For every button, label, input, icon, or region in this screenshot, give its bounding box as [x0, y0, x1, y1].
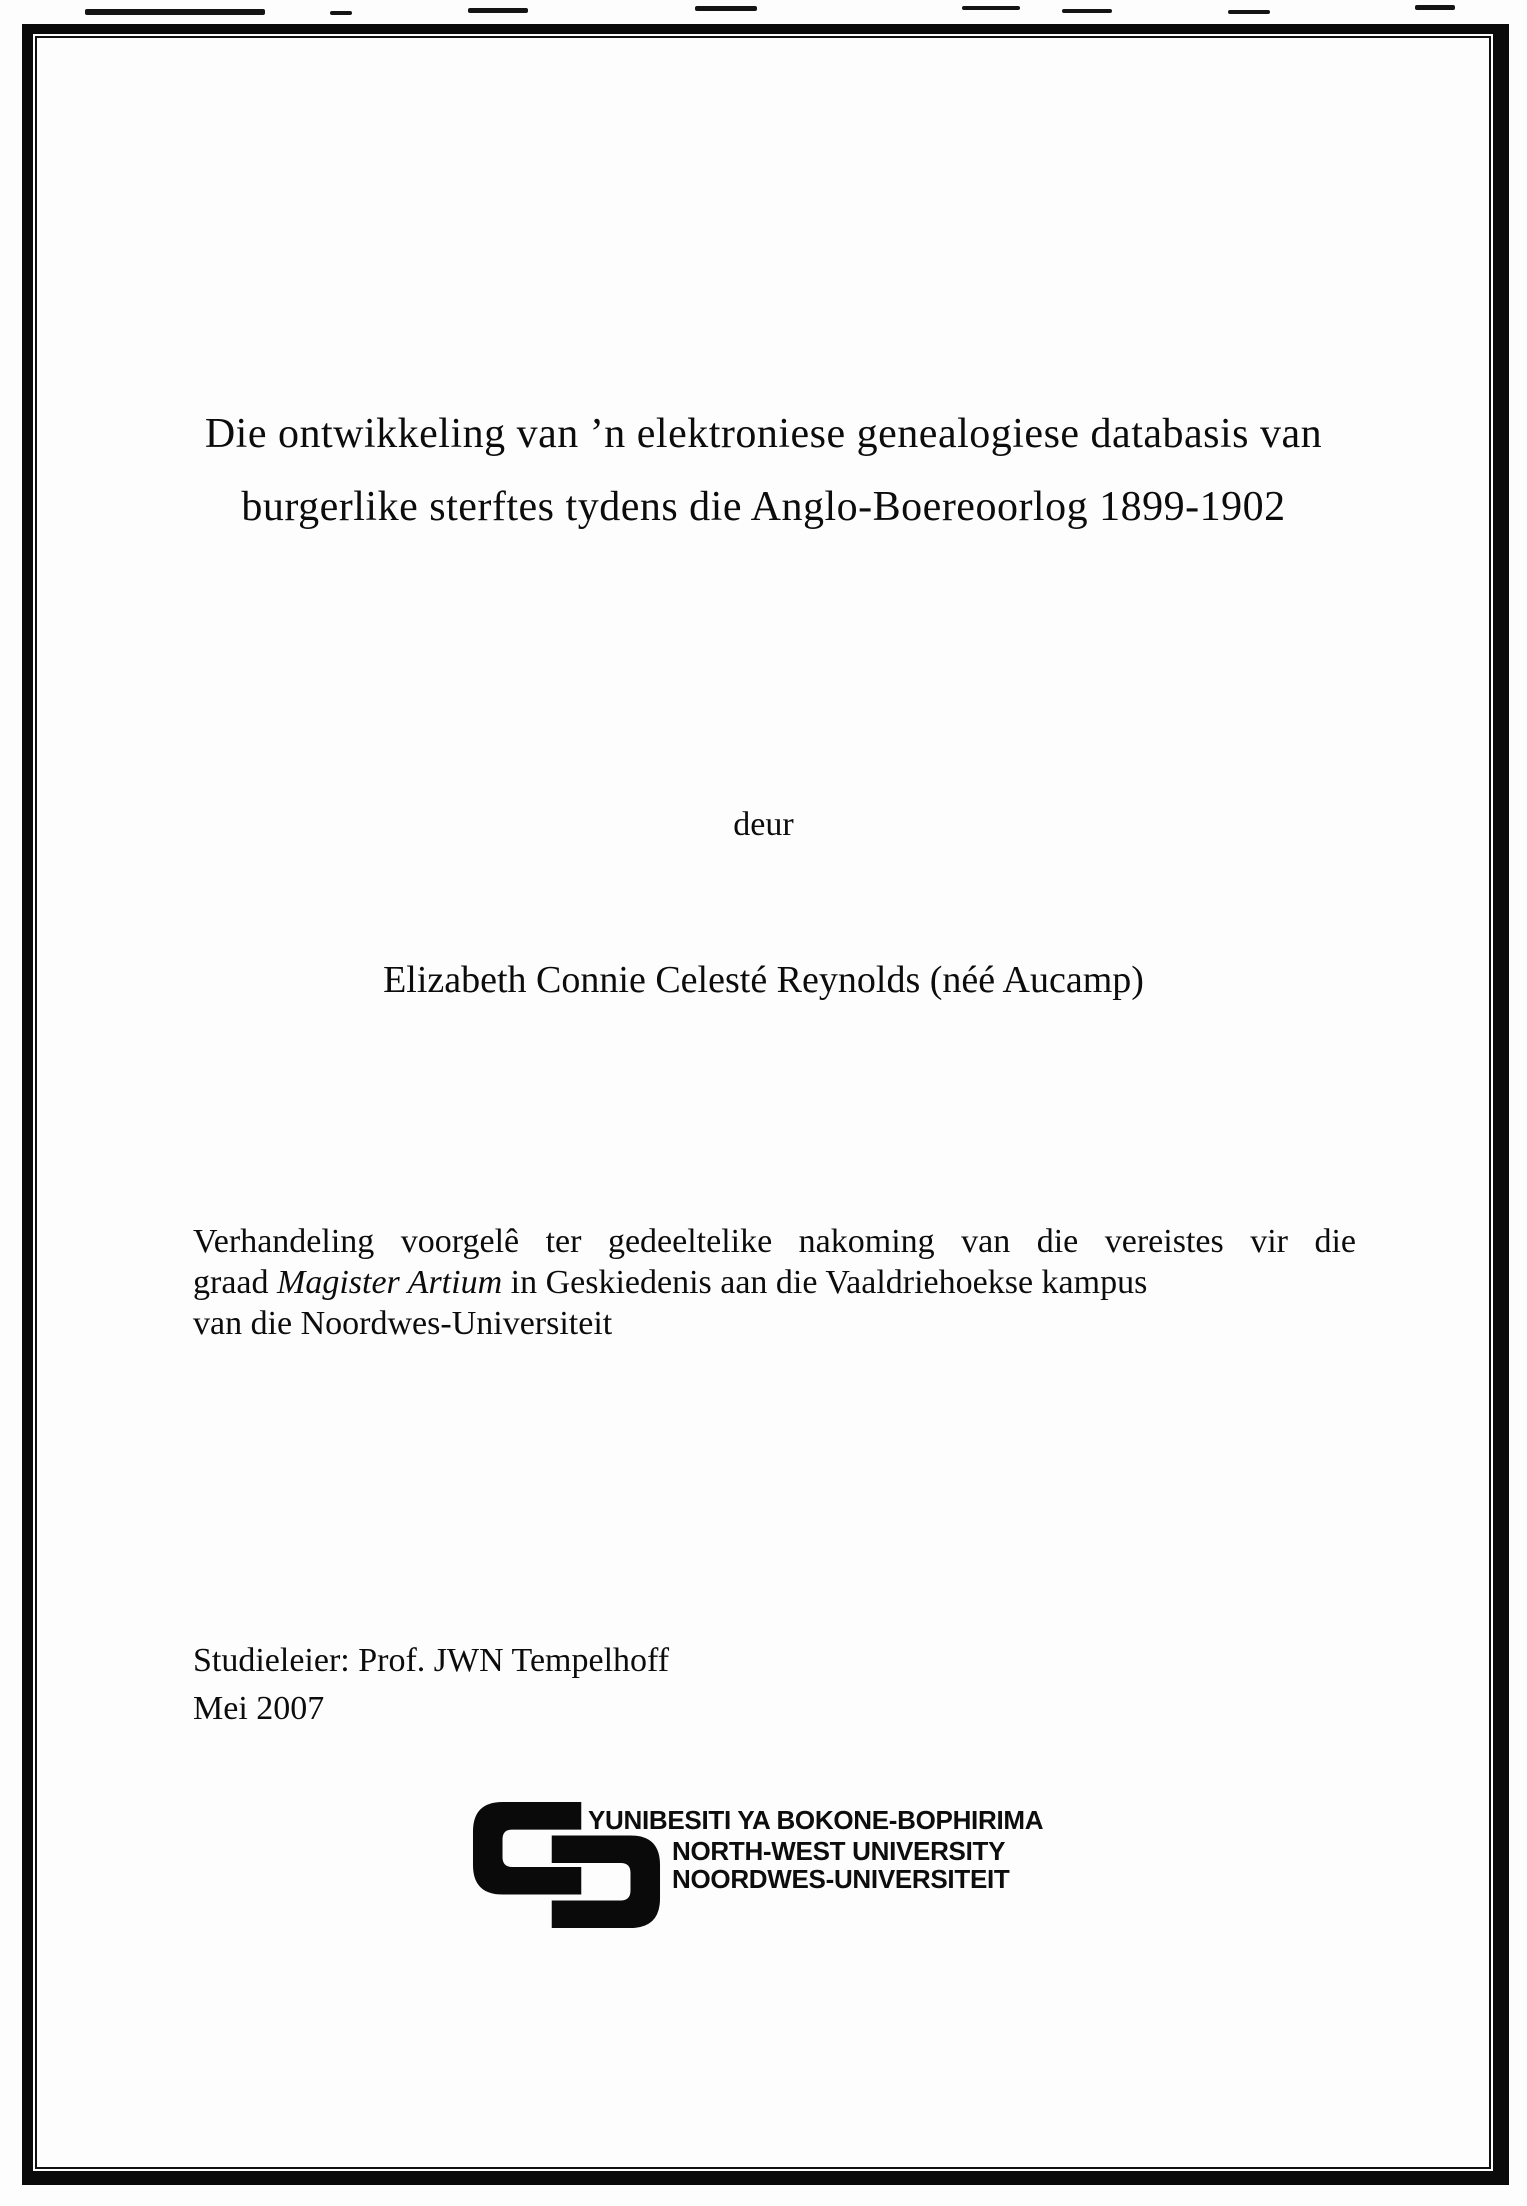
degree-statement-line2 — [193, 1262, 1356, 1303]
thesis-title-line2: burgerlike sterftes tydens die Anglo-Boereoorlog 1899-1902 — [241, 484, 1286, 530]
thesis-title-line1: Die ontwikkeling van ’n elektroniese genealogiese databasis van — [204, 411, 1323, 457]
degree-name-italic: Magister Artium — [277, 1264, 503, 1301]
degree-statement-line3: van die Noordwes-Universiteit — [193, 1305, 613, 1342]
supervisor-line: Studieleier: Prof. JWN Tempelhoff — [193, 1642, 670, 1679]
degree-statement-line2-pre: graad — [193, 1264, 278, 1301]
degree-statement — [193, 1221, 1356, 1344]
date-line: Mei 2007 — [193, 1690, 325, 1727]
scan-artifact — [1228, 10, 1270, 14]
scan-artifact — [1415, 5, 1455, 10]
scan-artifact — [695, 6, 757, 11]
degree-statement-line1: Verhandeling voorgelê ter gedeeltelike nakoming van die vereistes vir die — [193, 1223, 1356, 1260]
degree-statement-line2-post: in Geskiedenis aan die Vaaldriehoekse kampus — [502, 1264, 1148, 1301]
logo-text-setswana: YUNIBESITI YA BOKONE-BOPHIRIMA — [588, 1805, 1044, 1835]
scan-artifact — [1062, 9, 1112, 13]
thesis-title — [60, 398, 1467, 544]
scan-artifact — [962, 6, 1020, 10]
byline-label: deur — [733, 806, 794, 843]
logo-text-english: NORTH-WEST UNIVERSITY — [672, 1836, 1006, 1866]
university-logo — [470, 1800, 1150, 1934]
scan-artifact — [85, 9, 265, 15]
logo-text-afrikaans: NOORDWES-UNIVERSITEIT — [672, 1864, 1010, 1894]
author-name: Elizabeth Connie Celesté Reynolds (néé Aucamp) — [383, 959, 1144, 1001]
scan-artifact — [330, 11, 352, 15]
scan-artifact — [468, 8, 528, 13]
